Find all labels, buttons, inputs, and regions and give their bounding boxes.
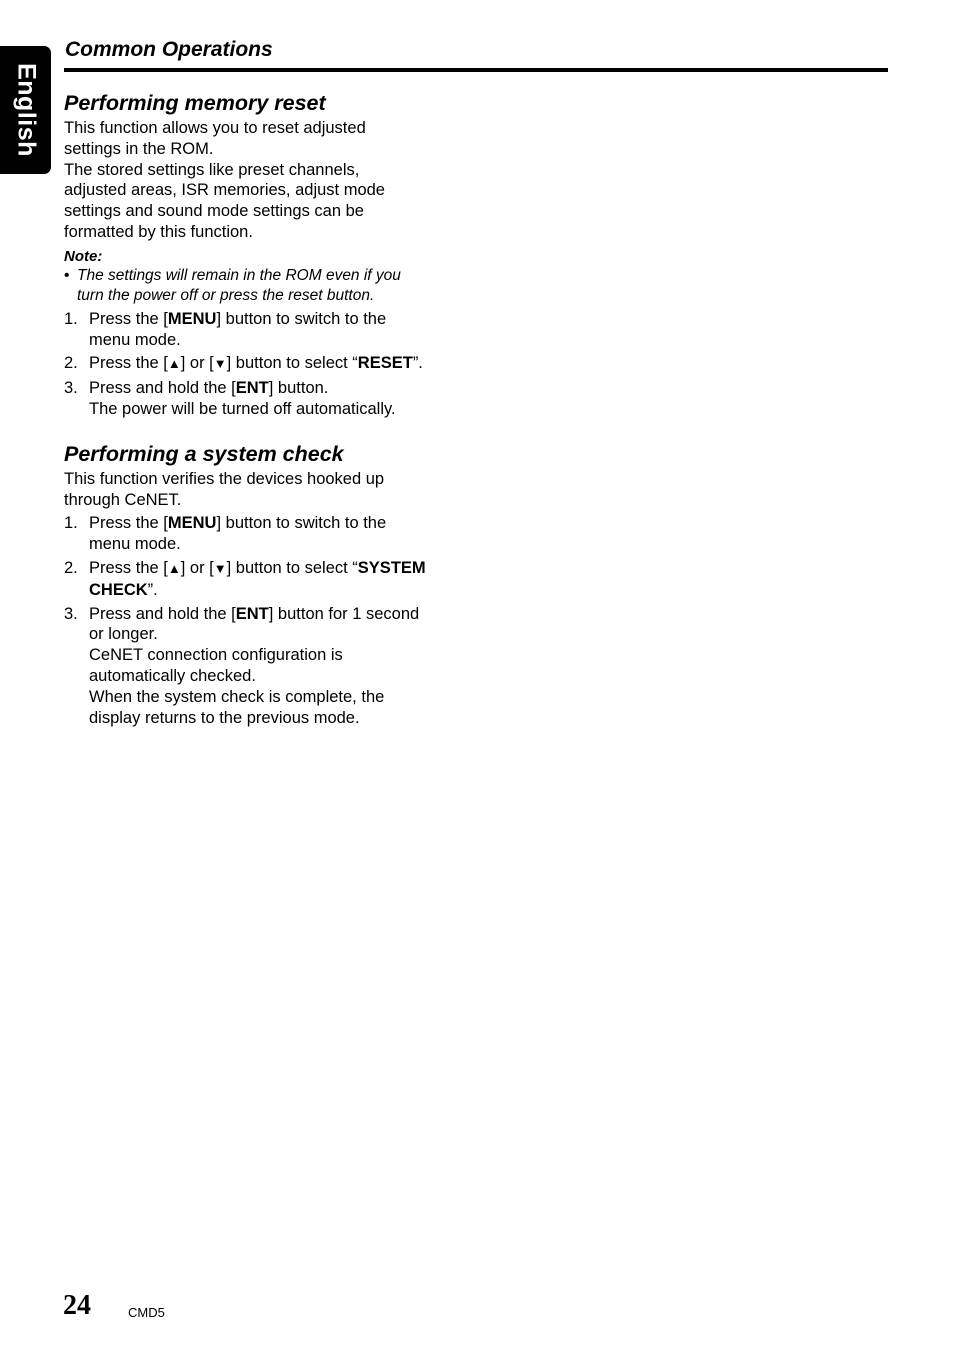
step-item: 1. Press the [MENU] button to switch to the menu mode. bbox=[64, 309, 387, 349]
system-check-heading: Performing a system check bbox=[64, 441, 344, 466]
reset-option-label: RESET bbox=[357, 354, 413, 373]
memory-reset-intro bbox=[64, 118, 464, 243]
section-header-title: Common Operations bbox=[65, 38, 273, 61]
system-check-intro bbox=[64, 469, 464, 511]
step-item: 3. Press and hold the [ENT] button. The power will be turned off automatically. bbox=[64, 379, 396, 418]
memory-reset-steps bbox=[64, 309, 464, 420]
intro-line: settings and sound mode settings can be bbox=[64, 202, 364, 221]
step-number: 3. bbox=[64, 604, 78, 623]
down-arrow-icon: ▼ bbox=[213, 356, 227, 372]
ent-key-label: ENT bbox=[235, 604, 269, 623]
note-item bbox=[64, 266, 464, 306]
intro-line: This function verifies the devices hooked up bbox=[64, 469, 385, 488]
up-arrow-icon: ▲ bbox=[167, 356, 181, 372]
language-tab-label: English bbox=[12, 63, 40, 157]
ent-key-label: ENT bbox=[235, 379, 269, 398]
step-number: 2. bbox=[64, 558, 78, 577]
step-item: 2. Press the [▲] or [▼] button to select “RESET”. bbox=[64, 354, 423, 373]
step-item: 1. Press the [MENU] button to switch to the menu mode. bbox=[64, 514, 387, 554]
language-tab bbox=[0, 46, 51, 174]
step-number: 3. bbox=[64, 379, 78, 398]
note-line: The settings will remain in the ROM even if you bbox=[77, 266, 401, 284]
note-line: turn the power off or press the reset button. bbox=[77, 286, 375, 304]
down-arrow-icon: ▼ bbox=[213, 560, 227, 576]
system-check-steps bbox=[64, 513, 464, 728]
bullet-icon: • bbox=[64, 266, 70, 284]
intro-line: formatted by this function. bbox=[64, 222, 253, 241]
intro-line: adjusted areas, ISR memories, adjust mode bbox=[64, 181, 385, 200]
menu-key-label: MENU bbox=[167, 514, 217, 533]
check-option-label: CHECK bbox=[89, 580, 148, 599]
header-divider bbox=[64, 68, 888, 72]
system-option-label: SYSTEM bbox=[357, 558, 426, 577]
menu-key-label: MENU bbox=[167, 309, 217, 328]
intro-line: settings in the ROM. bbox=[64, 139, 214, 158]
memory-reset-heading: Performing memory reset bbox=[64, 91, 326, 115]
intro-line: The stored settings like preset channels, bbox=[64, 160, 360, 179]
page-number: 24 bbox=[63, 1290, 91, 1321]
main-content bbox=[64, 89, 464, 728]
note-label: Note: bbox=[64, 247, 103, 265]
up-arrow-icon: ▲ bbox=[167, 560, 181, 576]
step-number: 1. bbox=[64, 514, 78, 533]
step-item: 2. Press the [▲] or [▼] button to select “SYSTEM CHECK”. bbox=[64, 558, 426, 599]
intro-line: This function allows you to reset adjusted bbox=[64, 119, 366, 137]
step-number: 1. bbox=[64, 309, 78, 328]
step-number: 2. bbox=[64, 354, 78, 373]
model-name: CMD5 bbox=[128, 1305, 165, 1320]
intro-line: through CeNET. bbox=[64, 490, 182, 509]
step-item: 3. Press and hold the [ENT] button for 1 second or longer. CeNET connection configuration is automatically checked. When the system check is complete, the display returns to the previous mode. bbox=[64, 604, 420, 727]
